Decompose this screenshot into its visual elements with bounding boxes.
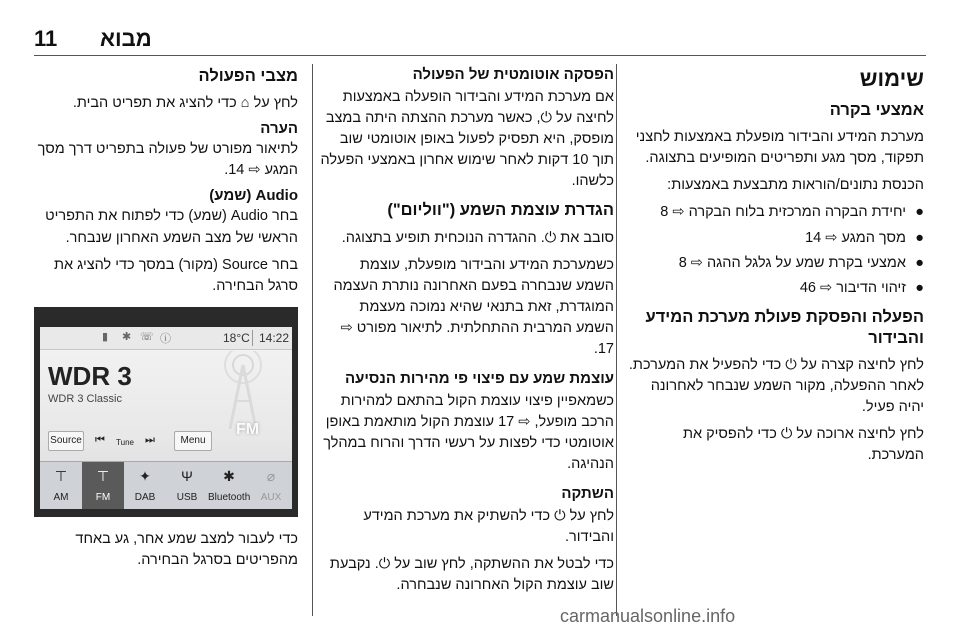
right-column xyxy=(624,62,924,473)
list-item: ● זיהוי הדיבור ⇨ 46 xyxy=(624,278,924,299)
paragraph: לחץ על ⏻ כדי להשתיק את מערכת המידע והבידור. xyxy=(363,507,614,545)
radio-tower-icon xyxy=(208,351,278,431)
paragraph: כשמאפיין פיצוי עוצמת הקול בהתאם למהירות הרכב מופעל, ⇨ 17 עוצמת הקול מותאמת באופן אוטומטי כדי לפצות על רעשי הדרך והרוח במהלך הנהיגה. xyxy=(323,392,614,472)
heading-volume: הגדרת עוצמת השמע ("ווליום") xyxy=(387,201,614,220)
tab-fm[interactable]: ⊤ FM xyxy=(82,462,124,509)
heading-auto-off: הפסקה אוטומטית של הפעולה xyxy=(412,66,614,83)
seek-back-icon[interactable]: ⏮ xyxy=(95,433,105,446)
header-rule xyxy=(34,55,926,56)
status-bar xyxy=(40,327,292,350)
antenna-icon: ⊤ xyxy=(54,467,68,484)
list-item: ● אמצעי בקרת שמע על גלגל ההגה ⇨ 8 xyxy=(624,253,924,274)
paragraph: לחץ לחיצה ארוכה על ⏻ כדי להפסיק את המערכת. xyxy=(682,426,924,464)
heading-audio: Audio (שמע) xyxy=(209,187,298,205)
station-name: WDR 3 xyxy=(48,360,132,391)
note-title: הערה xyxy=(260,120,298,138)
paragraph: לחץ לחיצה קצרה על ⏻ כדי להפעיל את המערכת. לאחר ההפעלה, מקור השמע שנבחר לאחרונה יהיה פעיל. xyxy=(628,357,924,416)
status-divider xyxy=(252,330,253,346)
tab-bluetooth[interactable]: ✱ Bluetooth xyxy=(208,467,251,503)
paragraph: לחץ על ⌂ כדי להציג את תפריט הבית. xyxy=(72,95,298,112)
antenna-icon: ⊤ xyxy=(96,467,110,484)
tab-aux[interactable]: ⌀ AUX xyxy=(250,462,292,509)
bullet-icon: ● xyxy=(915,279,924,296)
paragraph: בחר Audio (שמע) כדי לפתוח את התפריט הראשי של מצב השמע האחרון שנבחר. xyxy=(45,208,298,246)
heading-power: הפעלה והפסקת פעולת מערכת המידע והבידור xyxy=(645,307,924,347)
paragraph: בחר Source (מקור) במסך כדי להציג את סרגל הבחירה. xyxy=(53,256,298,294)
note-text: לתיאור מפורט של פעולה בתפריט דרך מסך המגע ⇨ 14. xyxy=(37,141,298,179)
tune-label: Tune xyxy=(116,437,134,447)
bluetooth-icon: ✱ xyxy=(122,330,132,343)
bullet-icon: ● xyxy=(915,204,924,221)
column-divider-left xyxy=(312,64,313,616)
heading-modes: מצבי הפעולה xyxy=(198,67,298,85)
paragraph: אם מערכת המידע והבידור הופעלה באמצעות לחיצה על ⏻, כאשר מערכת ההצתה היתה במצב מופסק, היא תפסיק לפעול באופן אוטומטי שוב תוך 10 דקות לאחר שימוש אחרון באמצעי הפעלה כלשהו. xyxy=(320,89,614,190)
tab-dab[interactable]: ✦ DAB xyxy=(124,462,166,509)
temperature-readout: 18°C xyxy=(223,330,250,345)
heading-controls: אמצעי בקרה xyxy=(829,101,924,119)
bluetooth-icon: ✱ xyxy=(223,467,235,484)
tune-button[interactable] xyxy=(112,431,138,449)
control-row xyxy=(48,431,284,451)
screen-display xyxy=(40,327,292,509)
fm-badge: FM xyxy=(236,420,260,438)
column-divider-right xyxy=(616,64,617,616)
paragraph: סובב את ⏻. ההגדרה הנוכחית תופיע בתצוגה. xyxy=(341,229,614,246)
paragraph: כשמערכת המידע והבידור מופעלת, עוצמת השמע שנבחרה בפעם האחרונה נותרת העצמה המוגדרת, זאת בתנאי שהיא נמוכה מעצמת השמע המרבית ההתחלתית. לתיאור מפורט ⇨ 17. xyxy=(333,256,614,357)
phone-icon: ☏ xyxy=(140,330,154,343)
clock: 14:22 xyxy=(259,330,290,345)
info-icon: ⓘ xyxy=(160,332,171,345)
dab-icon: ✦ xyxy=(139,467,151,484)
middle-column xyxy=(318,62,614,602)
bullet-icon: ● xyxy=(915,254,924,271)
paragraph: מערכת המידע והבידור מופעלת באמצעות לחצני תפקוד, מסך מגע ותפריטים המופיעים בתצוגה. xyxy=(635,129,924,167)
controls-list xyxy=(624,202,924,298)
aux-icon: ⌀ xyxy=(266,467,276,484)
seek-forward-icon[interactable]: ⏭ xyxy=(145,433,155,446)
usb-icon: Ψ xyxy=(181,467,193,484)
page-number: 11 xyxy=(34,26,58,51)
source-button[interactable]: Source xyxy=(48,431,84,451)
paragraph: כדי לבטל את ההשתקה, לחץ שוב על ⏻. נקבעת שוב עוצמת הקול האחרונה שנבחרה. xyxy=(329,555,614,593)
heading-speed-volume: עוצמת שמע עם פיצוי פי מהירות הנסיעה xyxy=(344,369,614,387)
section-title-usage: שימוש xyxy=(859,66,924,91)
chapter-title: מבוא xyxy=(100,26,152,51)
left-column xyxy=(36,62,298,577)
tab-usb[interactable]: Ψ USB xyxy=(166,462,208,509)
page-header xyxy=(0,0,960,56)
signal-icon: ▮ xyxy=(102,330,109,343)
menu-button[interactable]: Menu xyxy=(174,431,212,451)
bullet-icon: ● xyxy=(915,229,924,246)
list-item: ● יחידת הבקרה המרכזית בלוח הבקרה ⇨ 8 xyxy=(624,202,924,223)
tab-am[interactable]: ⊤ AM xyxy=(40,462,82,509)
list-item: ● מסך המגע ⇨ 14 xyxy=(624,228,924,249)
watermark-text: carmanualsonline.info xyxy=(560,606,736,626)
heading-mute: השתקה xyxy=(561,484,614,502)
paragraph: כדי לעבור למצב שמע אחר, גע באחד מהפריטים בסרגל הבחירה. xyxy=(75,530,298,568)
infotainment-screen-image xyxy=(34,307,298,517)
paragraph: הכנסת נתונים/הוראות מתבצעת באמצעות: xyxy=(667,177,924,194)
source-selector-bar xyxy=(40,461,292,509)
station-subtitle: WDR 3 Classic xyxy=(48,392,122,405)
